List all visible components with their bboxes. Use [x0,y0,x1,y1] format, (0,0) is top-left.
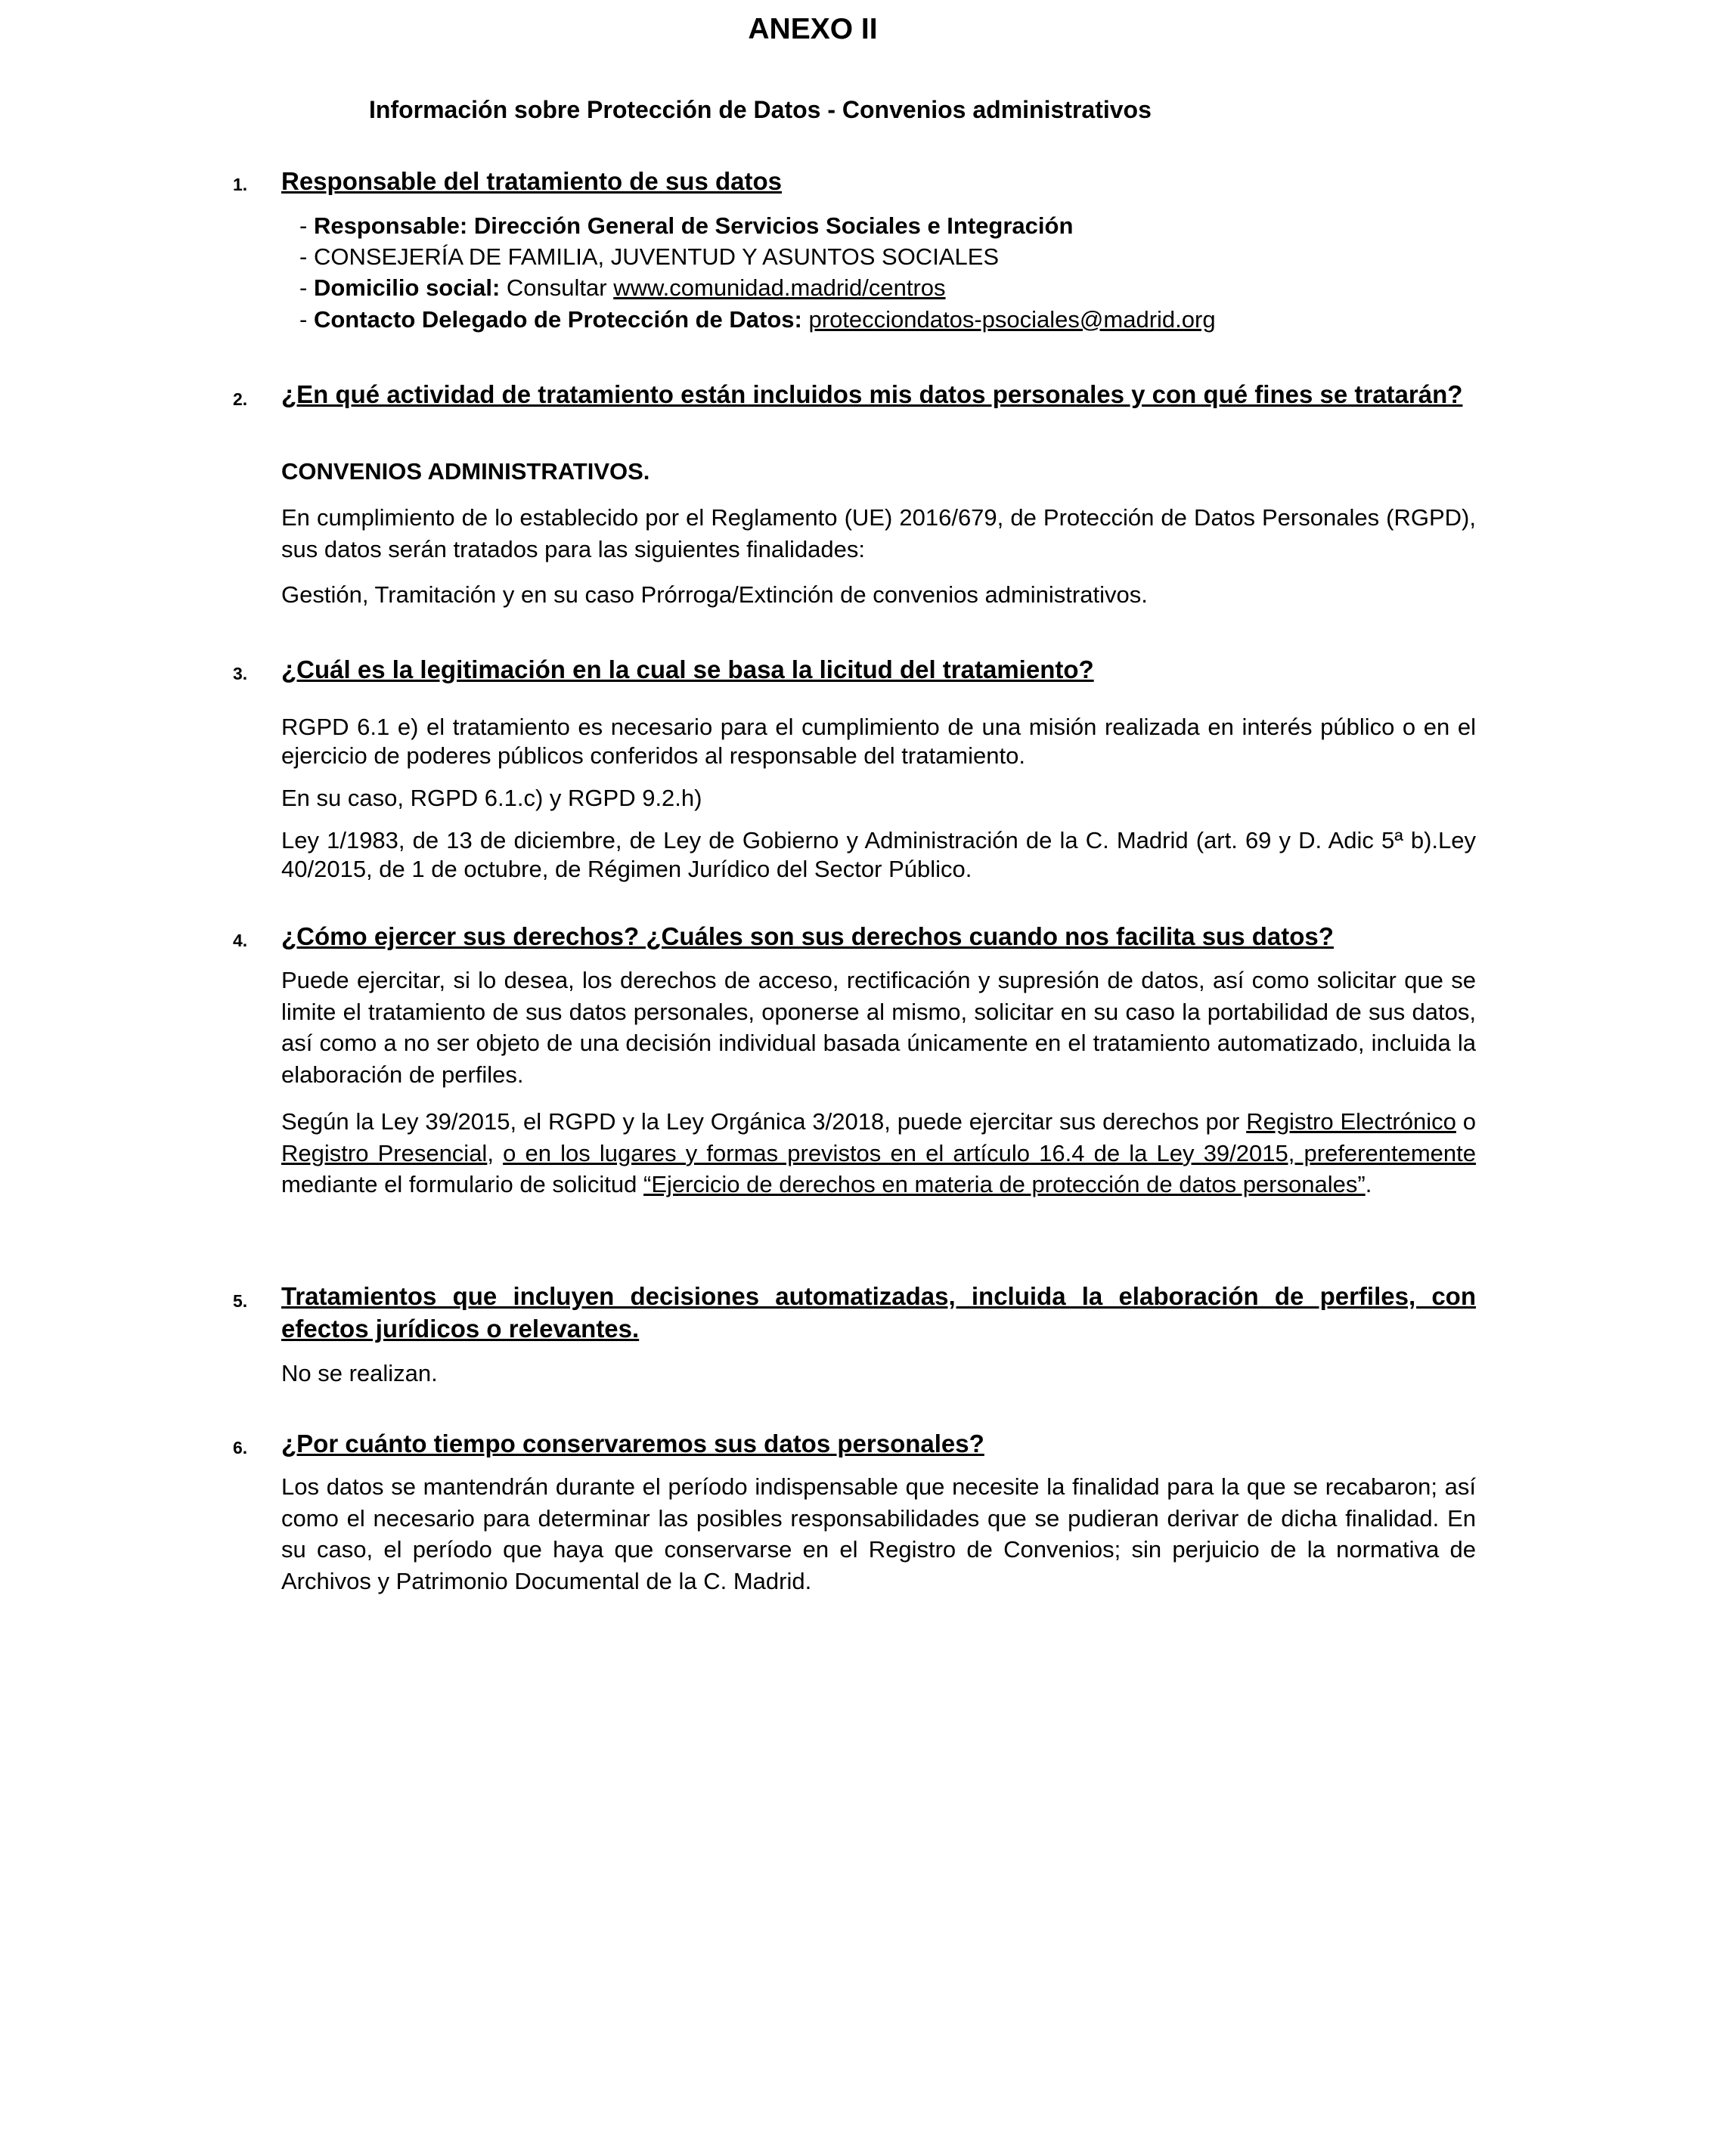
dpd-email-link[interactable]: protecciondatos-psociales@madrid.org [808,305,1216,333]
domicilio-label: Domicilio social: [313,274,501,302]
list-item: - CONSEJERÍA DE FAMILIA, JUVENTUD Y ASUNTOS SOCIALES [299,243,1000,271]
section-4-heading: ¿Cómo ejercer sus derechos? ¿Cuáles son sus derechos cuando nos facilita sus datos? [281,922,1334,950]
section-2-heading: ¿En qué actividad de tratamiento están incluidos mis datos personales y con qué fines se tratarán? [281,380,1463,408]
page-title: ANEXO II [748,13,878,45]
consejeria-line: CONSEJERÍA DE FAMILIA, JUVENTUD Y ASUNTOS SOCIALES [313,243,1000,271]
section-5-heading: Tratamientos que incluyen decisiones automatizadas, incluida la elaboración de perfiles, con efectos jurídicos o relevantes. [281,1282,1476,1343]
section-1-heading: Responsable del tratamiento de sus datos [281,167,782,195]
section-3-paragraph-3: Ley 1/1983, de 13 de diciembre, de Ley de Gobierno y Administración de la C. Madrid (art. 69 y D. Adic 5ª b).Ley 40/2015, de 1 de octubre, de Régimen Jurídico del Sector Público. [281,827,1476,882]
ley-39-2015-link[interactable]: o en los lugares y formas previstos en el artículo 16.4 de la Ley 39/2015, preferentemente [503,1139,1476,1166]
section-6-paragraph-1: Los datos se mantendrán durante el período indispensable que necesite la finalidad para la que se recabaron; así como el necesario para determinar las posibles responsabilidades que se pudieran derivar de dicha finalidad. En su caso, el período que haya que conservarse en el Registro de Convenios; sin perjuicio de la normativa de Archivos y Patrimonio Documental de la C. Madrid. [281,1473,1476,1594]
section-2-paragraph-2: Gestión, Tramitación y en su caso Prórroga/Extinción de convenios administrativos. [281,581,1148,608]
section-2-paragraph-1: En cumplimiento de lo establecido por el Reglamento (UE) 2016/679, de Protección de Datos Personales (RGPD), sus datos serán tratados para las siguientes finalidades: [281,504,1476,562]
section-1-number: 1. [233,175,248,194]
list-item: - Contacto Delegado de Protección de Datos: protecciondatos-psociales@madrid.org [299,305,1216,333]
section-1-list [299,210,1479,335]
section-3-paragraph-1: RGPD 6.1 e) el tratamiento es necesario para el cumplimiento de una misión realizada en interés público o en el ejercicio de poderes públicos conferidos al responsable del tratamiento. [281,714,1476,769]
contacto-dpd-label: Contacto Delegado de Protección de Datos: [313,305,802,333]
section-6-heading: ¿Por cuánto tiempo conservaremos sus datos personales? [281,1430,984,1457]
list-item: - Responsable: Dirección General de Servicios Sociales e Integración [299,212,1074,239]
section-3-number: 3. [233,664,248,683]
section-2-bold-line: CONVENIOS ADMINISTRATIVOS. [281,458,650,485]
formulario-derechos-link[interactable]: “Ejercicio de derechos en materia de protección de datos personales” [643,1171,1366,1198]
section-5-paragraph-1: No se realizan. [281,1360,438,1386]
section-4-paragraph-1: Puede ejercitar, si lo desea, los derechos de acceso, rectificación y supresión de datos, así como solicitar que se limite el tratamiento de sus datos personales, oponerse al mismo, solicitar en su caso la portabilidad de sus datos, así como a no ser objeto de una decisión individual basada únicamente en el tratamiento automatizado, incluida la elaboración de perfiles. [281,967,1476,1088]
section-3-heading: ¿Cuál es la legitimación en la cual se basa la licitud del tratamiento? [281,655,1094,683]
registro-electronico-link[interactable]: Registro Electrónico [1246,1108,1456,1135]
section-3-paragraph-2: En su caso, RGPD 6.1.c) y RGPD 9.2.h) [281,785,702,811]
page-subtitle: Información sobre Protección de Datos - Convenios administrativos [369,96,1152,123]
section-4-number: 4. [233,931,248,950]
section-4-paragraph-2: Según la Ley 39/2015, el RGPD y la Ley Orgánica 3/2018, puede ejercitar sus derechos por Registro Electrónico o Registro Presencial, o en los lugares y formas previstos en el artículo 16.4 de la Ley 39/2015, preferentemente mediante el formulario de solicitud “Ejercicio de derechos en materia de protección de datos personales”. [281,1108,1476,1198]
list-item: - Domicilio social: Consultar www.comunidad.madrid/centros [299,274,946,302]
responsable-line: Responsable: Dirección General de Servicios Sociales e Integración [313,212,1074,239]
section-2-number: 2. [233,389,248,409]
centros-link[interactable]: www.comunidad.madrid/centros [613,274,946,302]
section-5-number: 5. [233,1291,248,1311]
registro-presencial-link[interactable]: Registro Presencial [281,1139,488,1166]
section-6-number: 6. [233,1438,248,1457]
